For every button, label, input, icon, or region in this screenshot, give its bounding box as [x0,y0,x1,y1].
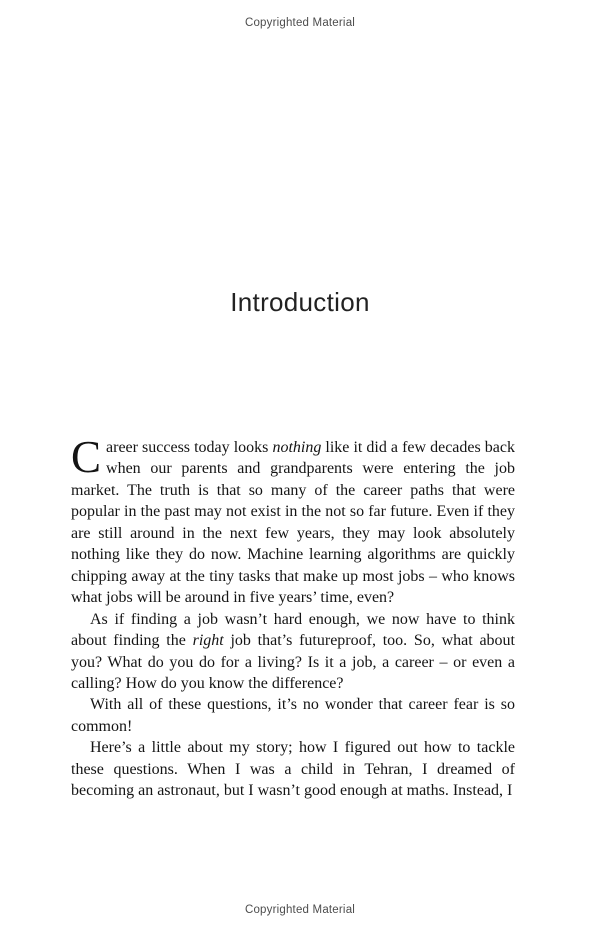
paragraph-2 [71,609,515,695]
italic-text: right [192,632,224,650]
text-run: As if finding a job wasn’t hard enough, we now have to think about finding the [71,610,515,650]
copyright-notice-top: Copyrighted Material [244,17,356,29]
chapter-title: Introduction [230,287,370,317]
paragraph-4: Here’s a little about my story; how I figured out how to tackle these questions. When I was a child in Tehran, I dreamed of becoming an astronaut, but I wasn’t good enough at maths. Instead, I [71,739,515,800]
drop-cap: C [71,432,102,482]
text-run: like it did a few decades back when our parents and grandparents were entering the job market. The truth is that so many of the career paths that were popular in the past may not exist in the not so far future. Even if they are still around in the next few years, they may look absolutely nothing like they do now. Machine learning algorithms are quickly chipping away at the tiny tasks that make up most jobs – who knows what jobs will be around in five years’ time, even? [71,439,516,607]
body-text [71,432,516,802]
text-run: areer success today looks [106,439,273,456]
text-run: job that’s futureproof, too. So, what about you? What do you do for a living? Is it a job, a career – or even a calling? How do you know the difference? [71,632,515,692]
paragraph-1 [71,432,516,609]
italic-text: nothing [272,439,322,456]
paragraph-3: With all of these questions, it’s no wonder that career fear is so common! [71,696,515,735]
copyright-notice-bottom: Copyrighted Material [244,904,356,916]
